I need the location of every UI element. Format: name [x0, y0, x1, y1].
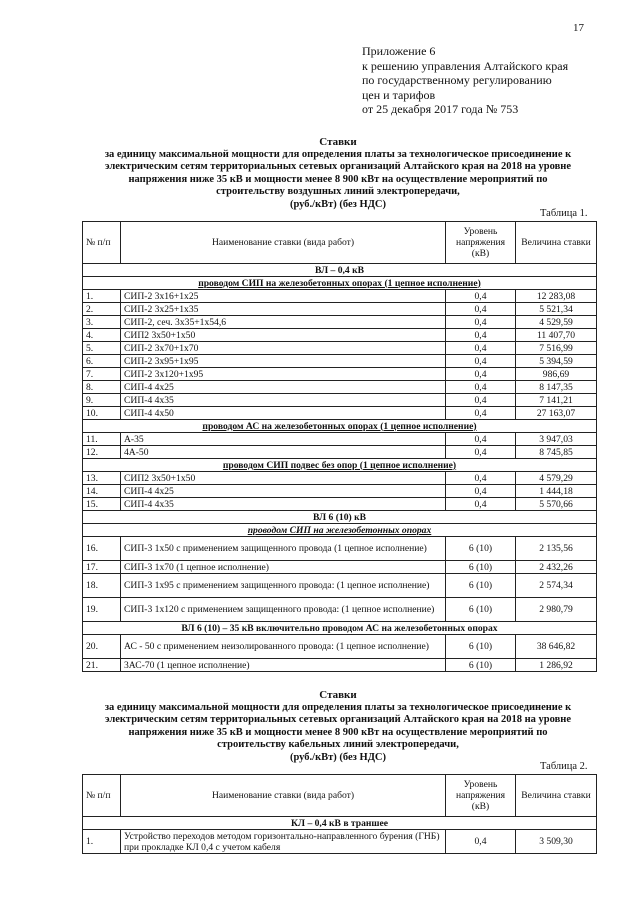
- subsection-title: проводом СИП на железобетонных опорах (1 цепное исполнение): [198, 277, 481, 289]
- row-value: 8 147,35: [516, 381, 597, 394]
- row-value: 2 135,56: [516, 537, 597, 561]
- row-number: 10.: [83, 407, 121, 420]
- row-voltage: 0,4: [446, 342, 516, 355]
- table-1: [82, 221, 597, 672]
- annex-line: к решению управления Алтайского края: [362, 58, 569, 73]
- row-name: СИП-2 3х95+1х95: [121, 355, 446, 368]
- row-value: 7 141,21: [516, 394, 597, 407]
- row-voltage: 6 (10): [446, 561, 516, 574]
- row-value: 3 509,30: [516, 830, 597, 854]
- section-title: КЛ – 0,4 кВ в траншее: [290, 817, 389, 829]
- heading-2-line: напряжения ниже 35 кВ и мощности менее 8 900 кВт на осуществление мероприятий по: [128, 726, 548, 738]
- row-value: 27 163,07: [516, 407, 597, 420]
- table-row: [83, 537, 597, 561]
- table-row: [83, 498, 597, 511]
- row-value: 5 570,66: [516, 498, 597, 511]
- subsection-title: проводом СИП подвес без опор (1 цепное исполнение): [222, 459, 457, 471]
- row-name: 4А-50: [121, 446, 446, 459]
- header-voltage: Уровень напряжения (кВ): [446, 775, 516, 817]
- table-row: [83, 830, 597, 854]
- row-voltage: 0,4: [446, 316, 516, 329]
- row-number: 4.: [83, 329, 121, 342]
- row-number: 12.: [83, 446, 121, 459]
- annex-line: цен и тарифов: [362, 87, 436, 102]
- row-number: 17.: [83, 561, 121, 574]
- table-2-header-row: [83, 775, 597, 817]
- row-value: 2 574,34: [516, 574, 597, 598]
- row-voltage: 0,4: [446, 355, 516, 368]
- header-value: Величина ставки: [516, 222, 597, 264]
- table-row: [83, 446, 597, 459]
- row-value: 4 579,29: [516, 472, 597, 485]
- table-row: [83, 394, 597, 407]
- row-name: СИП-4 4х35: [121, 394, 446, 407]
- table-1-label: Таблица 1.: [540, 208, 588, 219]
- row-number: 1.: [83, 290, 121, 303]
- heading-1-line: напряжения ниже 35 кВ и мощности менее 8 900 кВт на осуществление мероприятий по: [128, 173, 548, 185]
- table-row: [83, 561, 597, 574]
- table-row: [83, 316, 597, 329]
- row-voltage: 0,4: [446, 290, 516, 303]
- heading-1-line: за единицу максимальной мощности для определения платы за технологическое присоединение к: [104, 148, 572, 160]
- section-row: [83, 817, 597, 830]
- row-name: СИП-3 1х120 с применением защищенного провода: (1 цепное исполнение): [121, 598, 446, 622]
- heading-2-line: (руб./кВт) (без НДС): [289, 751, 387, 763]
- row-voltage: 0,4: [446, 394, 516, 407]
- page-number: 17: [573, 22, 584, 34]
- row-value: 8 745,85: [516, 446, 597, 459]
- row-number: 2.: [83, 303, 121, 316]
- row-name: Устройство переходов методом горизонтально-направленного бурения (ГНБ) при прокладке КЛ 0,4 с учетом кабеля: [121, 830, 446, 854]
- row-number: 11.: [83, 433, 121, 446]
- row-name: 3АС-70 (1 цепное исполнение): [121, 659, 446, 672]
- header-voltage: Уровень напряжения (кВ): [446, 222, 516, 264]
- row-name: СИП-2 3х70+1х70: [121, 342, 446, 355]
- row-voltage: 6 (10): [446, 574, 516, 598]
- row-number: 21.: [83, 659, 121, 672]
- table-row: [83, 485, 597, 498]
- row-voltage: 0,4: [446, 381, 516, 394]
- row-name: СИП-4 4х35: [121, 498, 446, 511]
- row-number: 15.: [83, 498, 121, 511]
- table-row: [83, 598, 597, 622]
- table-row: [83, 368, 597, 381]
- row-voltage: 0,4: [446, 446, 516, 459]
- table-row: [83, 407, 597, 420]
- heading-2-line: за единицу максимальной мощности для определения платы за технологическое присоединение к: [104, 701, 572, 713]
- row-value: 1 444,18: [516, 485, 597, 498]
- row-value: 7 516,99: [516, 342, 597, 355]
- row-name: СИП-2 3х16+1х25: [121, 290, 446, 303]
- row-number: 9.: [83, 394, 121, 407]
- table-row: [83, 355, 597, 368]
- row-name: СИП-4 4х25: [121, 485, 446, 498]
- row-voltage: 0,4: [446, 368, 516, 381]
- heading-1-line: строительству воздушных линий электропередачи,: [216, 186, 460, 198]
- row-voltage: 6 (10): [446, 635, 516, 659]
- row-name: СИП-2 3х120+1х95: [121, 368, 446, 381]
- heading-1-line: электрическим сетям территориальных сетевых организаций Алтайского края на 2018 на уровне: [104, 161, 571, 173]
- row-voltage: 0,4: [446, 485, 516, 498]
- subsection-row: [83, 459, 597, 472]
- subsection-row: [83, 277, 597, 290]
- row-value: 11 407,70: [516, 329, 597, 342]
- heading-2-line: электрическим сетям территориальных сетевых организаций Алтайского края на 2018 на уровне: [104, 714, 571, 726]
- row-name: СИП-4 4х50: [121, 407, 446, 420]
- section-row: [83, 622, 597, 635]
- heading-1: [82, 136, 594, 212]
- row-value: 2 980,79: [516, 598, 597, 622]
- header-name: Наименование ставки (вида работ): [121, 222, 446, 264]
- annex-line: Приложение 6: [362, 44, 436, 58]
- row-voltage: 0,4: [446, 407, 516, 420]
- row-number: 14.: [83, 485, 121, 498]
- row-number: 1.: [83, 830, 121, 854]
- row-number: 3.: [83, 316, 121, 329]
- row-voltage: 6 (10): [446, 598, 516, 622]
- row-name: СИП-2 3х25+1х35: [121, 303, 446, 316]
- row-name: СИП2 3х50+1х50: [121, 472, 446, 485]
- row-value: 38 646,82: [516, 635, 597, 659]
- section-title: ВЛ – 0,4 кВ: [314, 264, 365, 276]
- row-voltage: 6 (10): [446, 659, 516, 672]
- row-value: 5 394,59: [516, 355, 597, 368]
- row-name: СИП-2, сеч. 3х35+1х54,6: [121, 316, 446, 329]
- row-number: 13.: [83, 472, 121, 485]
- row-voltage: 0,4: [446, 830, 516, 854]
- header-num: № п/п: [83, 775, 121, 817]
- heading-2: [82, 689, 594, 765]
- section-row: [83, 511, 597, 524]
- table-row: [83, 290, 597, 303]
- section-title: ВЛ 6 (10) – 35 кВ включительно проводом АС на железобетонных опорах: [181, 622, 498, 634]
- table-2: [82, 774, 597, 854]
- table-1-header-row: [83, 222, 597, 264]
- row-value: 1 286,92: [516, 659, 597, 672]
- table-row: [83, 635, 597, 659]
- table-row: [83, 329, 597, 342]
- annex-line: от 25 декабря 2017 года № 753: [362, 102, 519, 116]
- row-name: АС - 50 с применением неизолированного провода: (1 цепное исполнение): [121, 635, 446, 659]
- table-2-label: Таблица 2.: [540, 761, 588, 772]
- subsection-title: проводом СИП на железобетонных опорах: [247, 524, 432, 536]
- table-row: [83, 472, 597, 485]
- row-number: 20.: [83, 635, 121, 659]
- header-num: № п/п: [83, 222, 121, 264]
- row-name: СИП-3 1х70 (1 цепное исполнение): [121, 561, 446, 574]
- row-voltage: 0,4: [446, 329, 516, 342]
- table-row: [83, 342, 597, 355]
- annex-block: [362, 44, 568, 117]
- table-row: [83, 659, 597, 672]
- heading-1-line: (руб./кВт) (без НДС): [289, 198, 387, 210]
- subsection-row: [83, 524, 597, 537]
- row-number: 6.: [83, 355, 121, 368]
- row-value: 3 947,03: [516, 433, 597, 446]
- annex-line: по государственному регулированию: [362, 73, 552, 87]
- row-voltage: 0,4: [446, 498, 516, 511]
- table-row: [83, 433, 597, 446]
- heading-2-line: строительству кабельных линий электропередачи,: [217, 739, 459, 751]
- row-number: 7.: [83, 368, 121, 381]
- row-name: СИП-4 4х25: [121, 381, 446, 394]
- row-value: 12 283,08: [516, 290, 597, 303]
- heading-2-title: Ставки: [319, 689, 357, 701]
- row-value: 2 432,26: [516, 561, 597, 574]
- row-number: 5.: [83, 342, 121, 355]
- table-row: [83, 574, 597, 598]
- row-name: СИП-3 1х50 с применением защищенного провода (1 цепное исполнение): [121, 537, 446, 561]
- section-row: [83, 264, 597, 277]
- row-voltage: 0,4: [446, 472, 516, 485]
- heading-1-title: Ставки: [319, 136, 357, 148]
- row-number: 18.: [83, 574, 121, 598]
- row-voltage: 6 (10): [446, 537, 516, 561]
- table-1-body: [83, 264, 597, 672]
- table-2-body: [83, 817, 597, 854]
- row-name: А-35: [121, 433, 446, 446]
- row-value: 986,69: [516, 368, 597, 381]
- row-voltage: 0,4: [446, 303, 516, 316]
- row-name: СИП2 3х50+1х50: [121, 329, 446, 342]
- subsection-row: [83, 420, 597, 433]
- table-row: [83, 303, 597, 316]
- section-title: ВЛ 6 (10) кВ: [312, 511, 367, 523]
- header-name: Наименование ставки (вида работ): [121, 775, 446, 817]
- row-value: 4 529,59: [516, 316, 597, 329]
- row-number: 8.: [83, 381, 121, 394]
- table-row: [83, 381, 597, 394]
- subsection-title: проводом АС на железобетонных опорах (1 цепное исполнение): [202, 420, 477, 432]
- row-voltage: 0,4: [446, 433, 516, 446]
- row-number: 16.: [83, 537, 121, 561]
- row-number: 19.: [83, 598, 121, 622]
- row-value: 5 521,34: [516, 303, 597, 316]
- row-name: СИП-3 1х95 с применением защищенного провода: (1 цепное исполнение): [121, 574, 446, 598]
- header-value: Величина ставки: [516, 775, 597, 817]
